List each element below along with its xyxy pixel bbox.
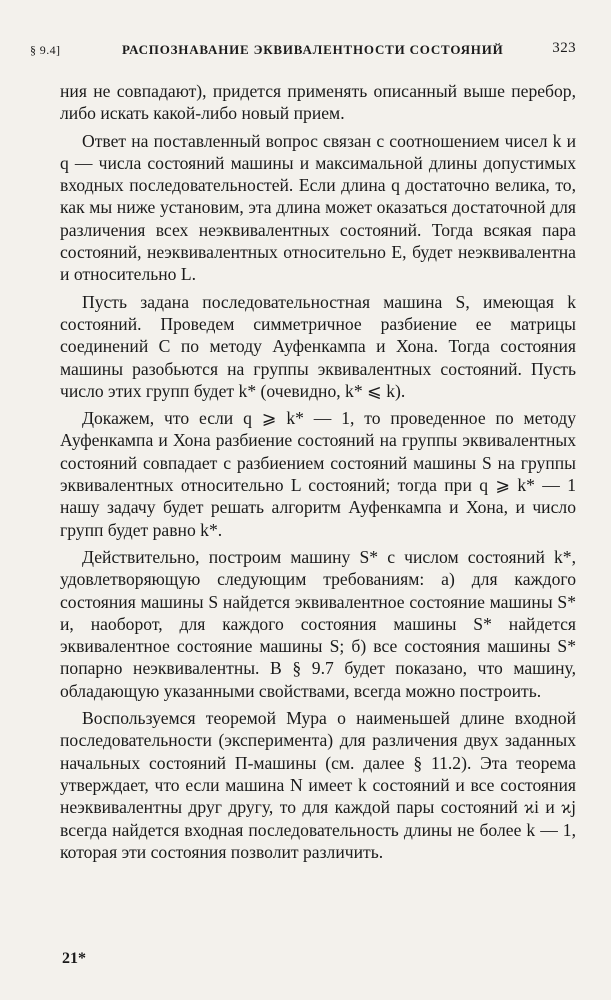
- paragraph: Докажем, что если q ⩾ k* — 1, то проведенное по методу Ауфенкампа и Хона разбиение состояний на группы эквивалентных состояний совпадает с разбиением состояний машины S на группы эквивалентных относительно L состояний; тогда при q ⩾ k* — 1 нашу задачу будет решать алгоритм Ауфенкампа и Хона, и число групп будет равно k*.: [60, 408, 576, 540]
- paragraph: Пусть задана последовательностная машина S, имеющая k состояний. Проведем симметричное разбиение ее матрицы соединений C по методу Ауфенкампа и Хона. Тогда состояния машины разобьются на группы эквивалентных состояний. Пусть число этих групп будет k* (очевидно, k* ⩽ k).: [60, 291, 576, 401]
- paragraph: Ответ на поставленный вопрос связан с соотношением чисел k и q — числа состояний машины и максимальной длины допустимых входных последовательностей. Если длина q достаточно велика, то, как мы ниже установим, эта длина может оказаться достаточной для различения всех неэквивалентных состояний. Тогда всякая пара состояний, неэквивалентных относительно E, будет неэквивалентна и относительно L.: [60, 130, 576, 285]
- paragraph: Действительно, построим машину S* с числом состояний k*, удовлетворяющую следующим требованиям: а) для каждого состояния машины S найдется эквивалентное состояние машины S* и, наоборот, для каждого состояния машины S* найдется эквивалентное состояние машины S; б) все состояния машины S* попарно неэквивалентны. В § 9.7 будет показано, что машину, обладающую указанными свойствами, всегда можно построить.: [60, 546, 576, 701]
- section-reference: § 9.4]: [30, 43, 61, 57]
- paragraph-continuation: ния не совпадают), придется применять описанный выше перебор, либо искать какой-либо новый прием.: [60, 81, 576, 124]
- running-header: [30, 40, 576, 62]
- paragraph: Воспользуемся теоремой Мура о наименьшей длине входной последовательности (эксперимента) для различения двух заданных начальных состояний П-машины (см. далее § 11.2). Эта теорема утверждает, что если машина N имеет k состояний и все состояния неэквивалентны друг другу, то для каждой пары состояний ϰi и ϰj всегда найдется входная последовательность длины не более k — 1, которая эти состояния позволит различить.: [60, 708, 576, 862]
- signature-mark: 21*: [62, 950, 86, 967]
- running-title: РАСПОЗНАВАНИЕ ЭКВИВАЛЕНТНОСТИ СОСТОЯНИЙ: [122, 42, 504, 57]
- page-number: 323: [552, 40, 576, 56]
- page-body: [60, 80, 576, 863]
